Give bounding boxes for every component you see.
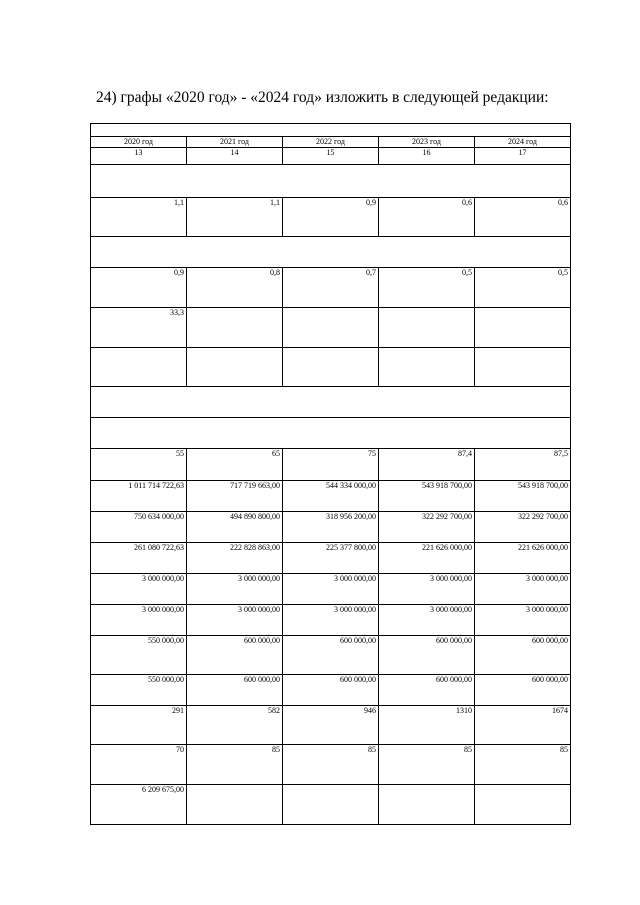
table-row xyxy=(91,481,571,512)
table-cell: 0,5 xyxy=(475,268,571,308)
section-row xyxy=(91,165,571,198)
table-row xyxy=(91,675,571,706)
table-cell: 70 xyxy=(91,745,187,785)
table-cell xyxy=(187,308,283,348)
table-cell: 600 000,00 xyxy=(283,636,379,675)
table-row xyxy=(91,605,571,636)
table-cell: 85 xyxy=(379,745,475,785)
table-cell: 600 000,00 xyxy=(187,636,283,675)
table-cell: 600 000,00 xyxy=(187,675,283,706)
table-row xyxy=(91,636,571,675)
table-cell: 3 000 000,00 xyxy=(91,605,187,636)
column-number-cell: 14 xyxy=(187,148,283,165)
table-cell: 322 292 700,00 xyxy=(475,512,571,543)
table-row xyxy=(91,512,571,543)
table-cell xyxy=(283,308,379,348)
table-cell: 3 000 000,00 xyxy=(187,605,283,636)
table-cell: 543 918 700,00 xyxy=(379,481,475,512)
table-row xyxy=(91,449,571,481)
table-cell xyxy=(475,308,571,348)
section-cell xyxy=(91,418,571,449)
table-cell: 3 000 000,00 xyxy=(283,605,379,636)
header-cell: 2024 год xyxy=(475,137,571,148)
table-cell: 0,9 xyxy=(283,198,379,237)
table-cell xyxy=(91,348,187,387)
section-cell xyxy=(91,165,571,198)
table-row xyxy=(91,543,571,574)
table-cell: 3 000 000,00 xyxy=(379,605,475,636)
table-cell: 261 080 722,63 xyxy=(91,543,187,574)
table-cell: 55 xyxy=(91,449,187,481)
table-cell: 1,1 xyxy=(187,198,283,237)
table-top-row xyxy=(91,124,571,137)
table-cell: 221 626 000,00 xyxy=(475,543,571,574)
column-number-cell: 17 xyxy=(475,148,571,165)
table-cell: 3 000 000,00 xyxy=(91,574,187,605)
header-cell: 2020 год xyxy=(91,137,187,148)
table-cell xyxy=(379,308,475,348)
table-cell: 322 292 700,00 xyxy=(379,512,475,543)
table-cell: 1,1 xyxy=(91,198,187,237)
table-row xyxy=(91,785,571,825)
table-cell: 6 209 675,00 xyxy=(91,785,187,825)
column-number-cell: 13 xyxy=(91,148,187,165)
table-row xyxy=(91,745,571,785)
table-cell: 221 626 000,00 xyxy=(379,543,475,574)
table-row xyxy=(91,268,571,308)
table-cell: 3 000 000,00 xyxy=(379,574,475,605)
column-number-cell: 15 xyxy=(283,148,379,165)
table-cell: 600 000,00 xyxy=(475,675,571,706)
section-row xyxy=(91,387,571,418)
header-row xyxy=(91,137,571,148)
table-cell: 222 828 863,00 xyxy=(187,543,283,574)
table-cell: 544 334 000,00 xyxy=(283,481,379,512)
column-number-cell: 16 xyxy=(379,148,475,165)
table-cell: 0,6 xyxy=(475,198,571,237)
table-row xyxy=(91,198,571,237)
table-cell: 3 000 000,00 xyxy=(475,605,571,636)
table-cell: 3 000 000,00 xyxy=(283,574,379,605)
table-cell: 65 xyxy=(187,449,283,481)
table-cell: 85 xyxy=(475,745,571,785)
table-cell xyxy=(379,785,475,825)
column-number-row xyxy=(91,148,571,165)
header-cell: 2023 год xyxy=(379,137,475,148)
table-cell: 33,3 xyxy=(91,308,187,348)
table-cell xyxy=(379,348,475,387)
table-cell: 318 956 200,00 xyxy=(283,512,379,543)
table-top-cell xyxy=(91,124,571,137)
table-cell: 85 xyxy=(283,745,379,785)
document-heading: 24) графы «2020 год» - «2024 год» изложить в следующей редакции: xyxy=(96,89,549,106)
table-cell: 87,5 xyxy=(475,449,571,481)
section-cell xyxy=(91,387,571,418)
table-cell: 3 000 000,00 xyxy=(187,574,283,605)
section-row xyxy=(91,418,571,449)
table-cell: 1 011 714 722,63 xyxy=(91,481,187,512)
table-cell: 0,7 xyxy=(283,268,379,308)
table-row xyxy=(91,308,571,348)
table-cell xyxy=(283,785,379,825)
table-cell: 3 000 000,00 xyxy=(475,574,571,605)
table-cell: 550 000,00 xyxy=(91,675,187,706)
header-cell: 2021 год xyxy=(187,137,283,148)
table-cell: 85 xyxy=(187,745,283,785)
table-row xyxy=(91,706,571,745)
table-cell: 1674 xyxy=(475,706,571,745)
table-cell: 225 377 800,00 xyxy=(283,543,379,574)
table-cell: 87,4 xyxy=(379,449,475,481)
table-cell: 0,8 xyxy=(187,268,283,308)
table-cell: 291 xyxy=(91,706,187,745)
table-cell xyxy=(187,348,283,387)
table-cell xyxy=(283,348,379,387)
table-cell xyxy=(475,348,571,387)
section-row xyxy=(91,237,571,268)
section-cell xyxy=(91,237,571,268)
table-cell xyxy=(187,785,283,825)
table-row xyxy=(91,348,571,387)
table-cell: 494 890 800,00 xyxy=(187,512,283,543)
table-cell: 717 719 663,00 xyxy=(187,481,283,512)
table-cell: 0,5 xyxy=(379,268,475,308)
table-cell: 600 000,00 xyxy=(475,636,571,675)
table-row xyxy=(91,574,571,605)
table-cell: 750 634 000,00 xyxy=(91,512,187,543)
table-cell: 600 000,00 xyxy=(379,675,475,706)
table-cell: 0,6 xyxy=(379,198,475,237)
table-cell: 0,9 xyxy=(91,268,187,308)
table-cell: 75 xyxy=(283,449,379,481)
table-cell: 550 000,00 xyxy=(91,636,187,675)
amendment-table xyxy=(90,123,571,825)
table-cell: 543 918 700,00 xyxy=(475,481,571,512)
table-cell: 600 000,00 xyxy=(283,675,379,706)
table-cell: 946 xyxy=(283,706,379,745)
header-cell: 2022 год xyxy=(283,137,379,148)
table-cell xyxy=(475,785,571,825)
table-cell: 600 000,00 xyxy=(379,636,475,675)
table-cell: 582 xyxy=(187,706,283,745)
table-cell: 1310 xyxy=(379,706,475,745)
